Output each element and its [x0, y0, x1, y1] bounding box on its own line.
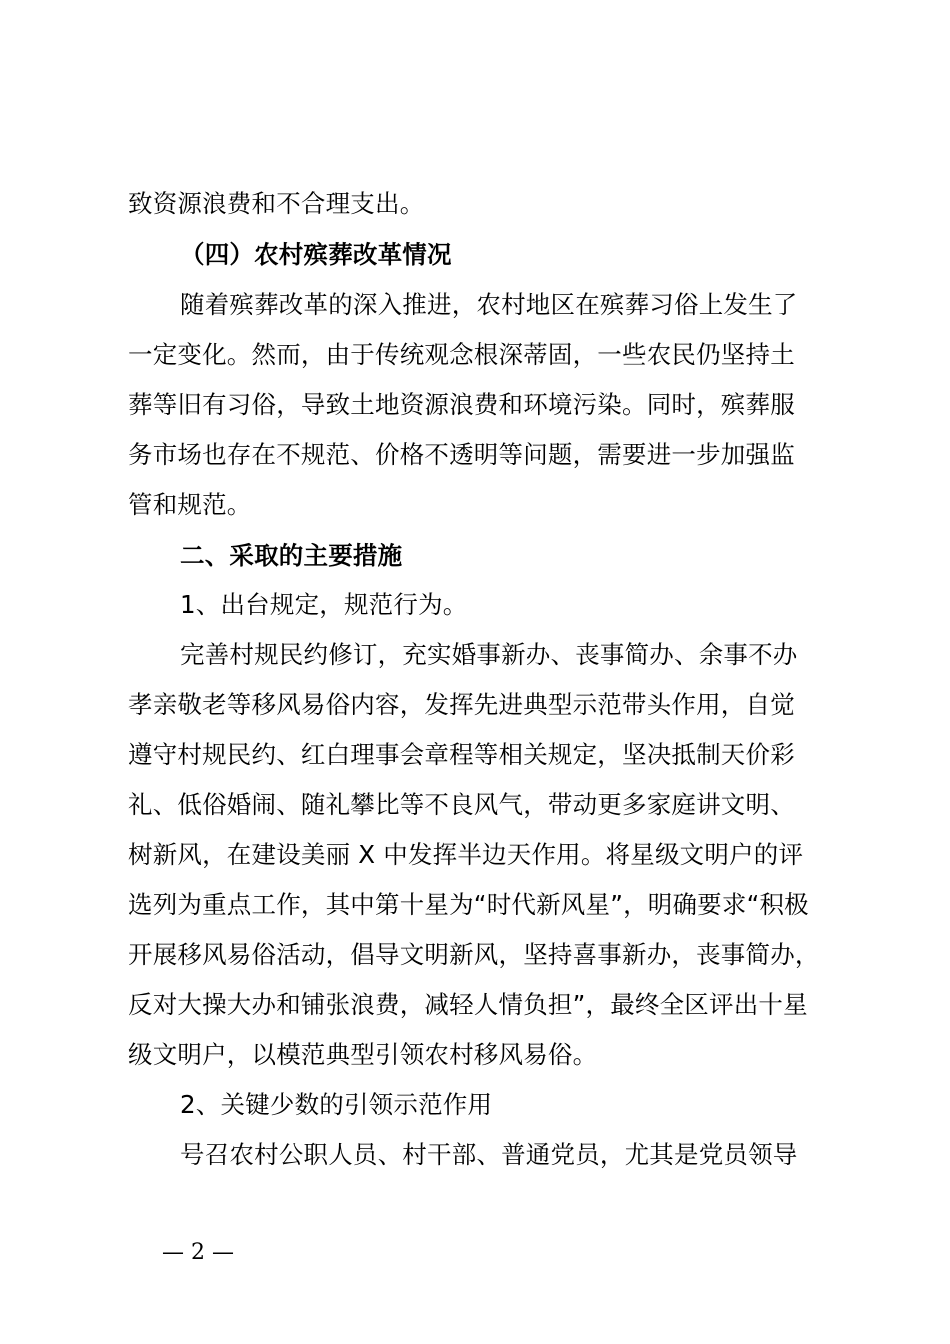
page-number: — 2 — [162, 1240, 234, 1265]
paragraph-line: 随着殡葬改革的深入推进，农村地区在殡葬习俗上发生了 [180, 290, 798, 319]
paragraph-line: 孝亲敬老等移风易俗内容，发挥先进典型示范带头作用，自觉 [128, 690, 795, 719]
paragraph-line: 管和规范。 [128, 490, 252, 519]
paragraph-line: 树新风，在建设美丽 X 中发挥半边天作用。将星级文明户的评 [128, 840, 804, 869]
section-heading: 二、采取的主要措施 [180, 541, 403, 570]
paragraph-line: 开展移风易俗活动，倡导文明新风，坚持喜事新办，丧事简办， [128, 940, 820, 969]
paragraph-line: 选列为重点工作，其中第十星为“时代新风星”，明确要求“积极 [128, 890, 809, 919]
subheading-line: 1、出台规定，规范行为。 [180, 590, 468, 619]
paragraph-line: 葬等旧有习俗，导致土地资源浪费和环境污染。同时，殡葬服 [128, 390, 795, 419]
paragraph-line: 一定变化。然而，由于传统观念根深蒂固，一些农民仍坚持土 [128, 340, 795, 369]
paragraph-line: 号召农村公职人员、村干部、普通党员，尤其是党员领导 [180, 1140, 798, 1169]
paragraph-line: 礼、低俗婚闹、随礼攀比等不良风气，带动更多家庭讲文明、 [128, 790, 795, 819]
paragraph-line: 致资源浪费和不合理支出。 [128, 189, 425, 218]
paragraph-line: 级文明户，以模范典型引领农村移风易俗。 [128, 1040, 598, 1069]
paragraph-line: 遵守村规民约、红白理事会章程等相关规定，坚决抵制天价彩 [128, 740, 795, 769]
subheading-line: 2、关键少数的引领示范作用 [180, 1090, 493, 1119]
section-heading: （四）农村殡葬改革情况 [180, 240, 452, 269]
paragraph-line: 务市场也存在不规范、价格不透明等问题，需要进一步加强监 [128, 440, 795, 469]
paragraph-line: 反对大操大办和铺张浪费，减轻人情负担”，最终全区评出十星 [128, 990, 808, 1019]
paragraph-line: 完善村规民约修订，充实婚事新办、丧事简办、余事不办 [180, 640, 798, 669]
